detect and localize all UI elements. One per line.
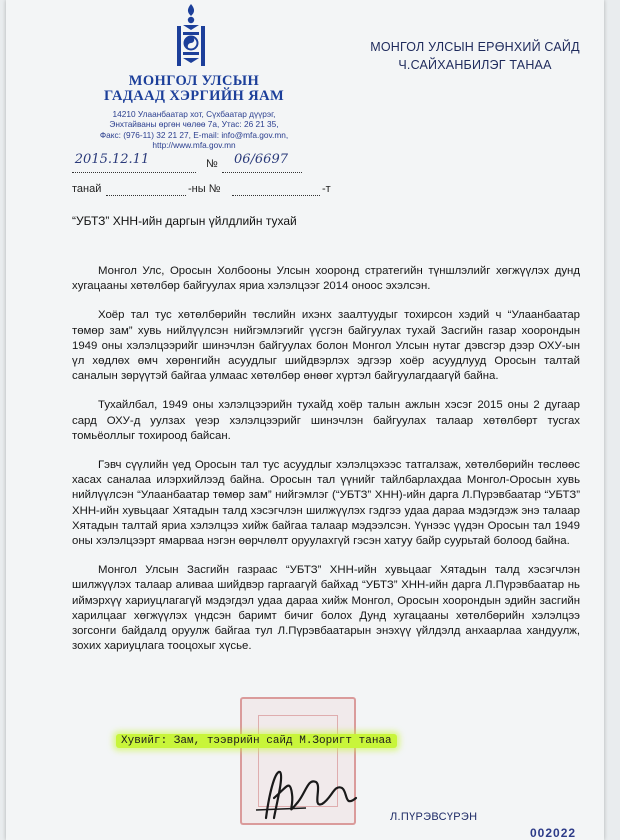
letter-subject: “УБТЗ” ХНН-ийн даргын үйлдлийн тухай — [72, 214, 297, 228]
letter-number: 06/6697 — [233, 152, 288, 167]
signer-name: Л.ПҮРЭВСҮРЭН — [390, 811, 478, 823]
recipient-block — [350, 38, 600, 74]
ministry-address — [76, 109, 312, 150]
address-line: http://www.mfa.gov.mn — [152, 139, 236, 150]
address-line: Факс: (976-11) 32 21 27, E-mail: info@mfa.gov.mn, — [99, 129, 289, 140]
soyombo-emblem-icon — [174, 2, 208, 70]
number-underline — [222, 172, 302, 173]
reply-suffix: -т — [322, 183, 331, 195]
outgoing-reference — [72, 152, 322, 174]
address-line: 14210 Улаанбаатар хот, Сүхбаатар дүүрэг, — [112, 109, 276, 119]
reply-prefix: танай — [72, 183, 102, 195]
reply-date-underline — [106, 195, 186, 196]
copy-to-note: Хувийг: Зам, тээврийн сайд М.Зоригт танаа — [116, 734, 397, 748]
number-label: № — [206, 158, 218, 170]
ministry-name — [82, 74, 306, 104]
body-paragraph: Монгол Улс, Оросын Холбооны Улсын хооронд стратегийн түншлэлийг хөгжүүлэх дунд хугацааны хөтөлбөр байгуулах яриа хэлэлцээг 2014 оноос эхэлсэн. — [72, 265, 580, 293]
letter-body — [72, 264, 580, 668]
letter-date: 2015.12.11 — [74, 152, 150, 167]
ministry-name-line1: МОНГОЛ УЛСЫН — [128, 73, 260, 89]
body-paragraph: Хоёр тал тус хөтөлбөрийн төслийн ихэнх заалтуудыг тохирсон хэдий ч “Улаанбаатар төмөр зам” хувь нийлүүлсэн нийгэмлэгийг үүсгэн байгуулах тухай Засгийн газар хоорондын 1949 оны хэлэлцээрийг шинэчлэн байгуулах болон Монгол Улсын нутаг дэвсгэр дээр ОХУ-ын үл хөдлөх өмч хөрөнгийн асуудлыг шийдвэрлэх эдгээр хоёр асуудлууд Оросын талтай саналын зөрүүтэй байгаа улмаас хөтөлбөр өнөөг хүртэл байгуулагдаагүй байна. — [72, 309, 580, 383]
recipient-title: МОНГОЛ УЛСЫН ЕРӨНХИЙ САЙД — [370, 40, 580, 54]
document-serial-number: 002022 — [530, 826, 577, 840]
ministry-name-line2: ГАДААД ХЭРГИЙН ЯАМ — [103, 88, 285, 104]
reply-middle: -ны № — [188, 183, 221, 195]
handwritten-signature — [246, 758, 376, 828]
recipient-name: Ч.САЙХАНБИЛЭГ ТАНАА — [398, 58, 552, 72]
body-paragraph: Тухайлбал, 1949 оны хэлэлцээрийн тухайд хоёр талын ажлын хэсэг 2015 оны 2 дугаар сард ОХУ-д уулзах үеэр хэлэлцээрийг шинэчлэн байгуулах талаар хөтөлбөрт тусгах томьёоллыг тохироод байсан. — [72, 399, 580, 442]
body-paragraph: Монгол Улсын Засгийн газраас “УБТЗ” ХНН-ийн хувьцааг Хятадын талд хэсэгчлэн шилжүүлэх талаар аливаа шийдвэр гаргаагүй байхад “УБТЗ” ХНН-ийн дарга Л.Пүрэвбаатар нь иймэрхүү хариуцлагагүй мэдэгдэл удаа дараа хийж Монгол, Оросын хоорондын эдийн засгийн харилцааг хөгжүүлэх үндсэн баримт бичиг болох Дунд хугацааны хөтөлбөрийн хэлэлцээ зогсонги байдалд оруулж байгаа тул Л.Пүрэвбаатарын энэхүү үйлдэлд анхаарлаа хандуулж, зохих хариуцлага тооцохыг хүсье. — [72, 564, 580, 653]
body-paragraph: Гэвч сүүлийн үед Оросын тал тус асуудлыг хэлэлцэхээс татгалзаж, хөтөлбөрийн төслөөс хасах саналаа илэрхийлээд байна. Оросын тал үүнийг тайлбарлахдаа Монгол-Оросын хувь нийлүүлсэн “Улаанбаатар төмөр зам” нийгэмлэг (“УБТЗ” ХНН)-ийн дарга Л.Пүрэвбаатар “УБТЗ” ХНН-ийн хувьцааг Хятадын талд хэсэгчлэн шилжүүлэх гэдгээ удаа дараа мэдэгдэж энэ талаар Хятадын талтай яриа хэлэлцээ хийж байгаа талаар мэдээлсэн. Үүнээс үүдэн Оросын тал 1949 оны хэлэлцээрт ямарваа нэгэн өөрчлөлт оруулахгүй гэсэн хатуу байр суурьтай болоод байна. — [72, 459, 580, 548]
address-line: Энхтайваны өргөн чөлөө 7а, Утас: 26 21 35, — [109, 119, 279, 130]
letter-page — [6, 0, 604, 840]
reply-number-underline — [232, 195, 320, 196]
reply-reference — [72, 183, 334, 197]
date-underline — [72, 172, 196, 173]
